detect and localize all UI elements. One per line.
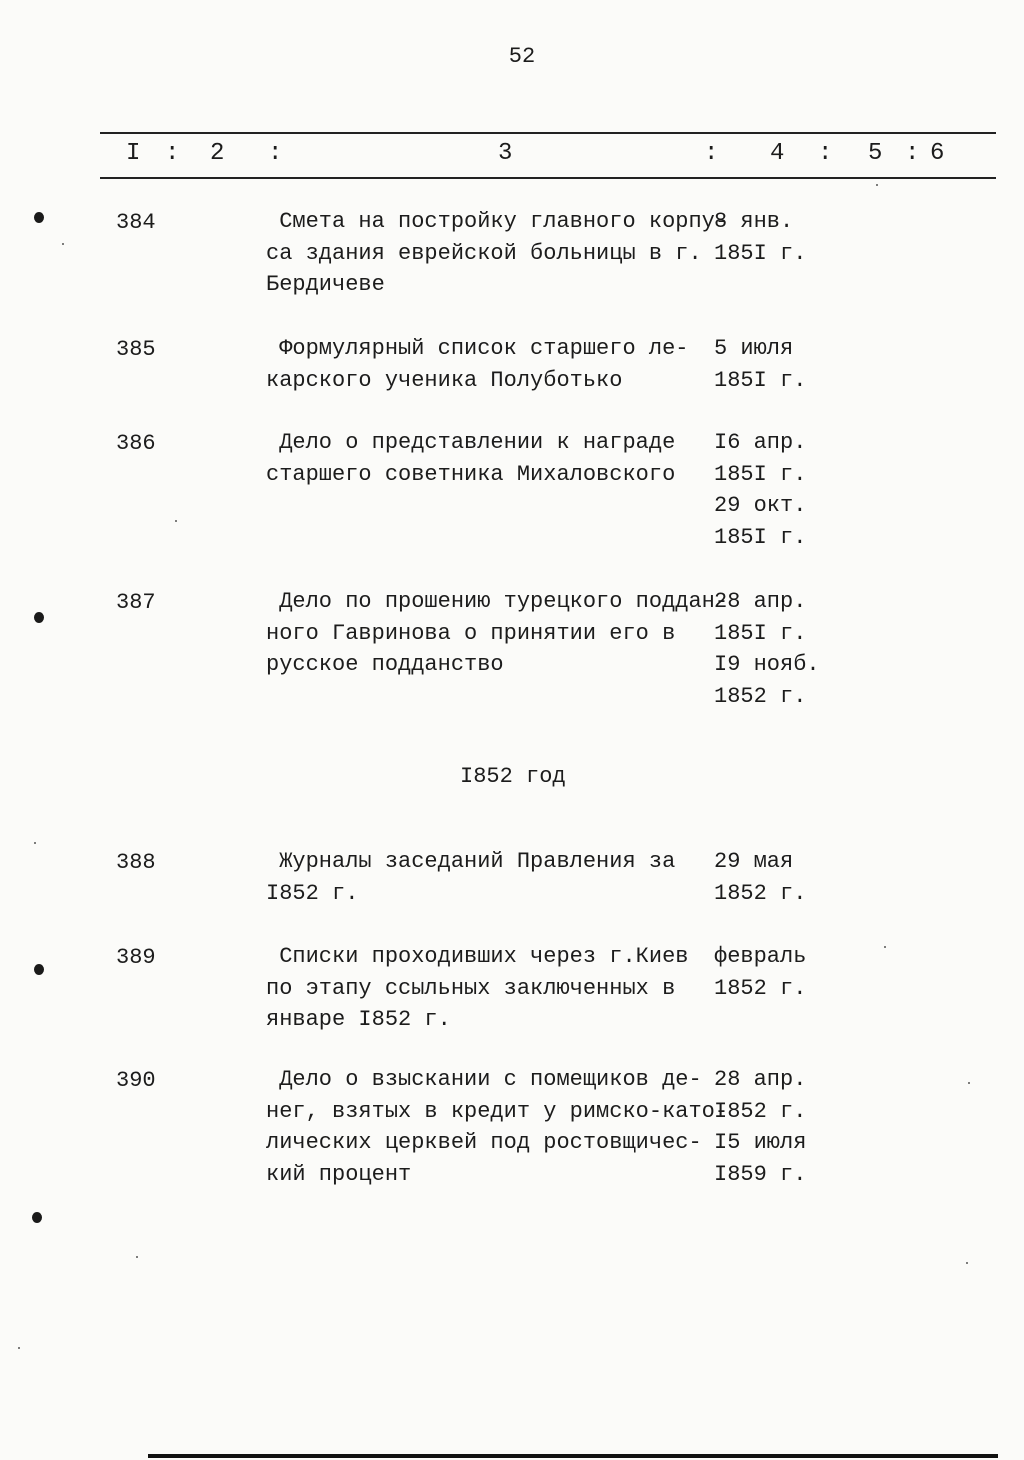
scan-speck <box>34 842 36 844</box>
entry-description: Дело по прошению турецкого поддан- ного Гавринова о принятии его в русское подданство <box>266 589 729 677</box>
scan-speck <box>884 946 886 948</box>
punch-hole <box>32 1212 42 1223</box>
entry-number: 384 <box>116 210 156 235</box>
table-header-top-rule <box>100 132 996 134</box>
entry-dates: 28 апр. 185I г. I9 нояб. 1852 г. <box>714 589 820 709</box>
column-header-6: 6 <box>930 140 945 167</box>
entry-dates: 5 июля 185I г. <box>714 336 807 393</box>
scan-speck <box>966 1262 968 1264</box>
scan-speck <box>876 184 878 186</box>
column-header-3: 3 <box>498 140 513 167</box>
column-header-1: I <box>126 140 141 167</box>
entry-number: 387 <box>116 590 156 615</box>
entry-number: 389 <box>116 945 156 970</box>
entry-dates: 29 мая 1852 г. <box>714 849 807 906</box>
entry-dates: I6 апр. 185I г. 29 окт. 185I г. <box>714 430 807 550</box>
year-heading: I852 год <box>460 764 566 789</box>
column-separator: : <box>268 140 283 167</box>
entry-description: Журналы заседаний Правления за I852 г. <box>266 849 676 906</box>
entry-description: Смета на постройку главного корпу- са здания еврейской больницы в г. Бердичеве <box>266 209 729 297</box>
punch-hole <box>34 212 44 223</box>
column-header-5: 5 <box>868 140 883 167</box>
punch-hole <box>34 612 44 623</box>
column-header-2: 2 <box>210 140 225 167</box>
entry-dates: февраль 1852 г. <box>714 944 807 1001</box>
entry-number: 385 <box>116 337 156 362</box>
column-separator: : <box>818 140 833 167</box>
column-header-4: 4 <box>770 140 785 167</box>
entry-number: 390 <box>116 1068 156 1093</box>
column-separator: : <box>165 140 180 167</box>
entry-description: Дело о взыскании с помещиков де- нег, взятых в кредит у римско-като- лических церквей под ростовщичес- кий процент <box>266 1067 729 1187</box>
scan-speck <box>136 1256 138 1258</box>
entry-number: 388 <box>116 850 156 875</box>
entry-description: Дело о представлении к награде старшего советника Михаловского <box>266 430 676 487</box>
entry-description: Формулярный список старшего ле- карского ученика Полуботько <box>266 336 689 393</box>
scan-speck <box>18 1347 20 1349</box>
entry-number: 386 <box>116 431 156 456</box>
column-separator: : <box>704 140 719 167</box>
page-number: 52 <box>508 44 536 69</box>
scan-speck <box>968 1082 970 1084</box>
scan-speck <box>175 520 177 522</box>
bottom-edge-rule <box>148 1454 998 1458</box>
entry-dates: 28 апр. I852 г. I5 июля I859 г. <box>714 1067 807 1187</box>
scan-speck <box>62 243 64 245</box>
entry-description: Списки проходивших через г.Киев по этапу ссыльных заключенных в январе I852 г. <box>266 944 689 1032</box>
column-separator: : <box>905 140 920 167</box>
table-header-bottom-rule <box>100 177 996 179</box>
entry-dates: 8 янв. 185I г. <box>714 209 807 266</box>
punch-hole <box>34 964 44 975</box>
